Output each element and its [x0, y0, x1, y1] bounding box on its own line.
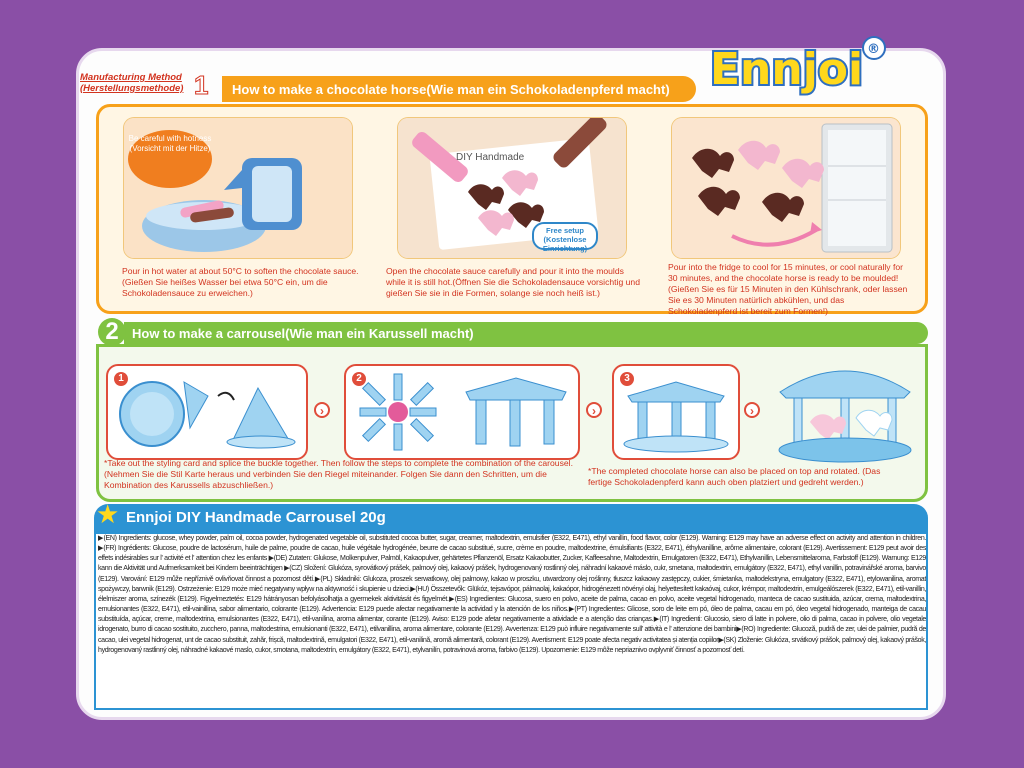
carousel-note-right: *The completed chocolate horse can also be placed on top and rotated. (Das fertige Schokoladenpferd kann auch oben platziert und gedreht werden.) — [588, 466, 881, 487]
logo-text: Ennjoi — [710, 44, 864, 95]
arrow-right-icon: › — [586, 402, 602, 418]
section1-title: How to make a chocolate horse(Wie man ein Schokoladenpferd macht) — [232, 82, 670, 97]
carousel-note-left: *Take out the styling card and splice the buckle together. Then follow the steps to complete the combination of the carousel. (Nehmen Sie die Stil Karte heraus und verbinden Sie den Riegel miteinander. Folgen Sie dann den Schritten, um die Kombination des Karussells abzuschließen.) — [104, 458, 573, 490]
section1-number: 1 — [194, 70, 209, 100]
carousel-step1 — [106, 364, 308, 460]
diy-card-label: DIY Handmade — [456, 152, 525, 163]
registered-mark: ® — [867, 42, 880, 57]
star-icon: ★ — [96, 499, 120, 529]
step-number: 3 — [620, 372, 634, 386]
step2-caption: Open the chocolate sauce carefully and pour it into the moulds while it is still hot.(Öffnen Sie die Schokoladensauce vorsichtig und gießen Sie sie in die Formen, solange sie noch heiß ist.) — [386, 266, 640, 298]
manufacturing-method-label: Manufacturing Method (Herstellungsmethode) — [80, 72, 184, 94]
arrow-right-icon: › — [314, 402, 330, 418]
carousel-step2 — [344, 364, 580, 460]
carousel-step3 — [612, 364, 740, 460]
step-number: 1 — [114, 372, 128, 386]
section2-title: How to make a carrousel(Wie man ein Karussell macht) — [132, 326, 474, 341]
step3-photo — [672, 118, 900, 258]
step3-caption: Pour into the fridge to cool for 15 minutes, or cool naturally for 30 minutes, and the chocolate horse is ready to be moulded!(Gießen Sie es für 15 Minuten in den Kühlschrank, oder lassen Sie es 30 Minuten natürlich abkühlen, und das Schokoladenpferd ist bereit zum Formen!) — [668, 262, 908, 316]
section2-number: 2 — [98, 318, 126, 346]
step1-caption: Pour in hot water at about 50°C to soften the chocolate sauce.(Gießen Sie heißes Wasser bei etwa 50°C ein, um die Schokoladensauce zu erweichen.) — [122, 266, 359, 298]
arrow-right-icon: › — [744, 402, 760, 418]
ingredients-text: ▶(EN) Ingredients: glucose, whey powder, palm oil, cocoa powder, hydrogenated vegetable oil, substituted cocoa butter, sugar, creamer, maltodextrin, emulsifier (E322, E471), ethyl vanillin, food flavor, color (E129). Warning: E129 may have an adverse effect on activity and attention in children. ▶(FR) Ingrédients: Glucose, poudre de lactosérum, huile de palme, poudre de cacao, huile végétale hydrogénée, beurre de cacao substitué, sucre, crème en poudre, maltodextrine, émulsifiants (E322, E471), éthylvanilline, arôme alimentaire, colorant (E129). Avertissement: E129 peut avoir des effets indésirables sur l' activité et l' attention chez les enfants ▶(DE) Zutaten: Glukose, Molkenpulver, Palmöl, Kakaopulver, gehärtetes Pflanzenöl, Ersatz Kakaobutter, Zucker, Kaffeesahne, Maltodextrin, Emulgatoren (E322, E471), Ethylvanillin, Lebensmittelaroma, Farbstoff (E129). Warnung: E129 kann die Aktivität und Aufmerksamkeit bei Kindern beeinträchtigen ▶(CZ) Složení: Glukóza, syrovátkový prášek, palmový olej, kakaový prášek, hydrogenovaný rostlinný olej, náhradní kakaové máslo, cukr, smetana, maltodextrin, emulgátory (E322, E471), ethyl vanillin, potravinářské aroma, barvivo (E129). Varování: E129 může nepříznivě ovlivňovat činnost a pozornost dětí.▶(PL) Składniki: Glukoza, proszek serwatkowy, olej palmowy, kakao w proszku, utwardzony olej roślinny, tłuszcz kakaowy zastępczy, cukier, śmietanka, maltodekstryna, emulgatory (E322, E471), etylowanilina, aromat spożywczy, barwnik (E129). Ostrzeżenie: E129 może mieć negatywny wpływ na aktywność i skupienie u dzieci.▶(HU) Összetevők: Glükóz, tejsavópor, pálmaolaj, kakaópor, hidrogénezett növényi olaj, helyettesített kakaóvaj, cukor, krémpor, maltodextrin, emulgeálószerek (E322, E471), etil-vanillin, élelmiszer aroma, színezék (E129). Figyelmeztetés: E129 hátrányosan befolyásolhatja a gyermekek aktivitását és figyelmét.▶(ES) Ingredientes: Glucosa, suero en polvo, aceite de palma, cacao en polvo, aceite vegetal hidrogenado, manteca de cacao sustituida, azúcar, crema, maltodextrina, emulsionantes (E322, E471), etil-vainillina, sabor alimentario, colorante (E129). Advertencia: E129 puede afectar negativamente la actividad y la atención de los niños.▶(PT) Ingredientes: Glicose, soro de leite em pó, óleo de palma, cacau em pó, óleo vegetal hidrogenado, manteiga de cacau substituída, açúcar, creme, maltodextrina, emulsionantes (E322, E471), etil-vanilina, aroma alimentar, corante (E129). Aviso: E129 pode afetar negativamente a atividade e a atenção das crianças.▶(IT) Ingredienti: Glucosio, siero di latte in polvere, olio di palma, cacao in polvere, olio vegetale idrogenato, burro di cacao sostituito, zucchero, panna, maltodestrina, emulsionanti (E322, E471), etilvanillina, aroma alimentare, colorante (E129). Avvertenza: E129 può influire negativamente sull' attività e l' attenzione dei bambini▶(RO) Ingrediente: Glucoză, pudră de zer, ulei de palmier, pudră de cacao, ulei vegetal hidrogenat, unt de cacao substituit, zahăr, frișcă, maltodextrină, emulgatori (E322, E471), etil-vanilină, aromă alimentară, colorant (E129). Avertisment: E129 poate afecta negativ activitatea și atenția copiilor▶(SK) Zloženie: Glukóza, srvátkový prášok, palmový olej, kakaový prášok, hydrogenovaný rastlinný olej, náhradné kakaové maslo, cukor, smotana, maltodextrín, emulgátory (E322, E471), etylvanilín, potravinová aroma, farbivo (E129). Upozornenie: E129 môže nepriaznivo ovplyvniť činnosť a pozornosť detí. — [98, 535, 926, 654]
step-number: 2 — [352, 372, 366, 386]
ennjoi-logo — [706, 32, 896, 98]
product-title: Ennjoi DIY Handmade Carrousel 20g — [126, 509, 386, 526]
free-setup-badge: Free setup (Kostenlose Einrichtung) — [532, 222, 598, 250]
rotate-icon — [218, 393, 234, 400]
hot-warning-bubble: Be careful with hotness (Vorsicht mit der Hitze) — [128, 130, 212, 188]
completed-carousel-image — [770, 356, 920, 466]
